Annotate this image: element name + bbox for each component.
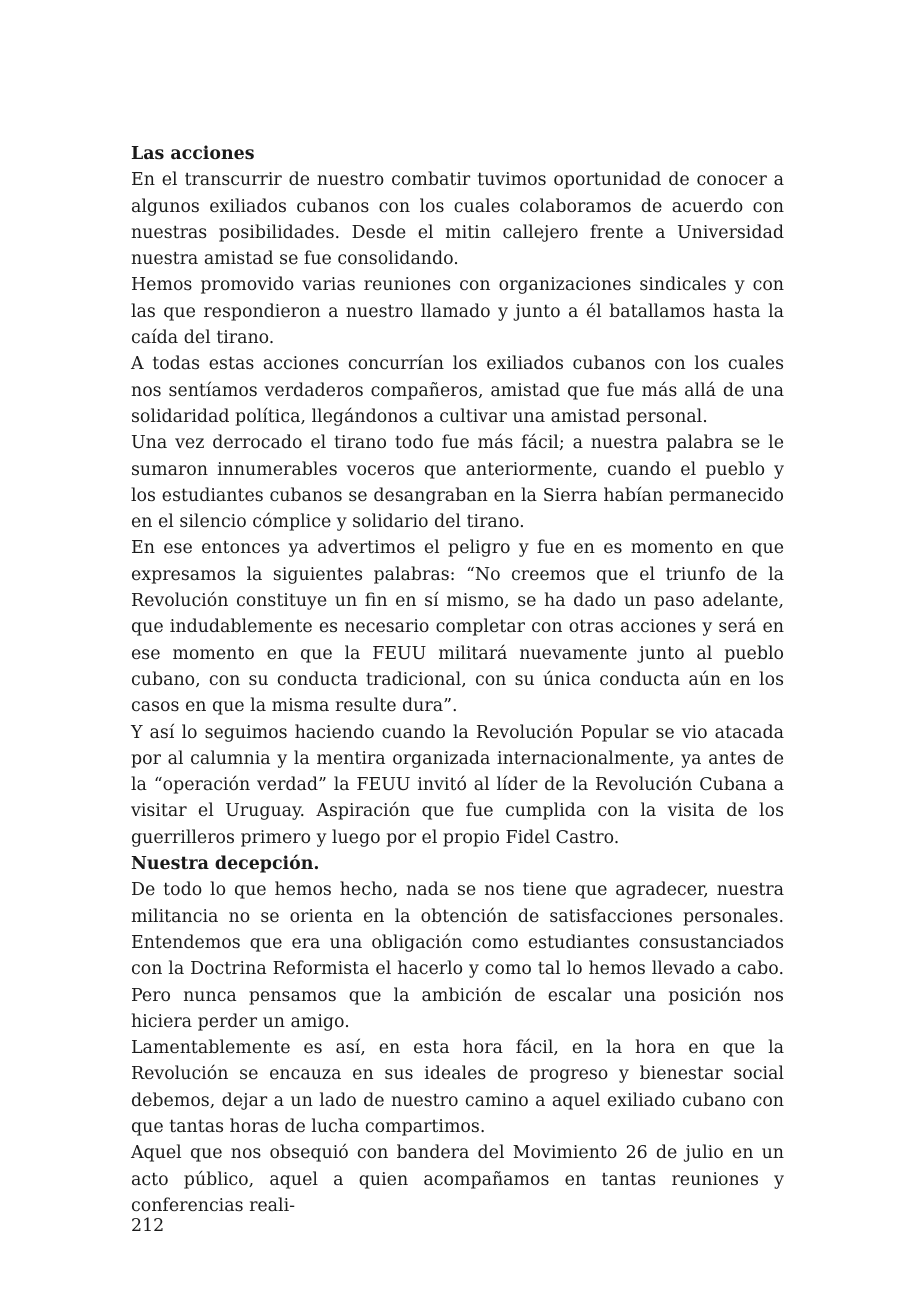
- paragraph: Lamentablemente es así, en esta hora fácil, en la hora en que la Revolución se encauza en sus ideales de progreso y bienestar social debemos, dejar a un lado de nuestro camino a aquel exiliado cubano con que tantas horas de lucha compartimos.: [131, 1038, 784, 1137]
- paragraph: Una vez derrocado el tirano todo fue más fácil; a nuestra palabra se le sumaron innumerables voceros que anteriormente, cuando el pueblo y los estudiantes cubanos se desangraban en la Sierra habían permanecido en el silencio cómplice y solidario del tirano.: [131, 433, 784, 533]
- paragraph: Hemos promovido varias reuniones con organizaciones sindicales y con las que respondieron a nuestro llamado y junto a él batallamos hasta la caída del tirano.: [131, 275, 784, 349]
- paragraph: En ese entonces ya advertimos el peligro y fue en es momento en que expresamos la siguientes palabras: “No creemos que el triunfo de la Revolución constituye un fin en sí mismo, se ha dado un paso adelante, que indudablemente es necesario completar con otras acciones y será en ese momento en que la FEUU militará nuevamente junto al pueblo cubano, con su conducta tradicional, con su única conducta aún en los casos en que la misma resulte dura”.: [131, 538, 784, 717]
- body-text: [131, 141, 784, 1219]
- paragraph: A todas estas acciones concurrían los exiliados cubanos con los cuales nos sentíamos verdaderos compañeros, amistad que fue más allá de una solidaridad política, llegándonos a cultivar una amistad personal.: [131, 354, 784, 427]
- section-heading-nuestra-decepcion: Nuestra decepción.: [131, 854, 320, 875]
- page-number: 212: [131, 1216, 165, 1236]
- section-heading-las-acciones: Las acciones: [131, 144, 255, 164]
- paragraph: De todo lo que hemos hecho, nada se nos tiene que agradecer, nuestra militancia no se orienta en la obtención de satisfacciones personales. Entendemos que era una obligación como estudiantes consustanciados con la Doctrina Reformista el hacerlo y como tal lo hemos llevado a cabo. Pero nunca pensamos que la ambición de escalar una posición nos hiciera perder un amigo.: [131, 880, 784, 1032]
- paragraph: En el transcurrir de nuestro combatir tuvimos oportunidad de conocer a algunos exiliados cubanos con los cuales colaboramos de acuerdo con nuestras posibilidades. Desde el mitin callejero frente a Universidad nuestra amistad se fue consolidando.: [131, 170, 784, 270]
- paragraph: Y así lo seguimos haciendo cuando la Revolución Popular se vio atacada por al calumnia y la mentira organizada internacionalmente, ya antes de la “operación verdad” la FEUU invitó al líder de la Revolución Cubana a visitar el Uruguay. Aspiración que fue cumplida con la visita de los guerrilleros primero y luego por el propio Fidel Castro.: [131, 722, 784, 848]
- paragraph: Aquel que nos obsequió con bandera del Movimiento 26 de julio en un acto público, aquel a quien acompañamos en tantas reuniones y conferencias reali-: [131, 1143, 784, 1216]
